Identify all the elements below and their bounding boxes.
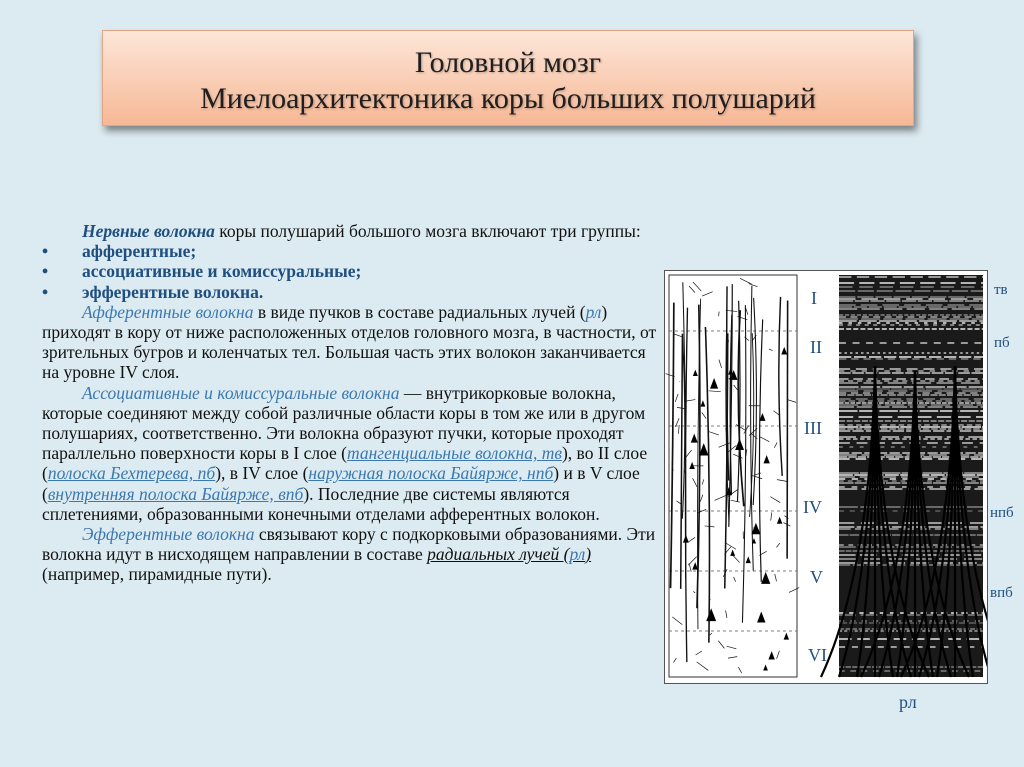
text-run: внутрикорковые волокна, которые соединяют между собой различные области коры в том же или в другом полушариях, соответственно. Эти волокна образуют пучки, которые проходят параллельно поверхности коры в I слое (: [42, 382, 646, 464]
bullet-text: афферентные;: [82, 241, 197, 262]
bullet-1: [42, 241, 660, 261]
term-text: внутренняя полоска Байярже,: [47, 483, 279, 504]
title-line-1: Головной мозг: [414, 46, 602, 79]
term-text: наружная полоска Байярже,: [308, 463, 528, 484]
text-run: (например, пирамидные пути).: [42, 564, 272, 585]
term-bekhterev: [48, 463, 215, 483]
term-text: тангенциальные волокна,: [347, 443, 542, 464]
abbr-rl: рл: [585, 301, 602, 322]
intro-text: коры полушарий большого мозга включают три группы:: [214, 221, 641, 241]
text-run: связывают кору с подкорковыми образованиями. Эти волокна идут в нисходящем направлении в составе: [42, 524, 656, 565]
highlight-efferent: Эфферентные волокна: [82, 524, 255, 545]
term-inner-baillarger: [48, 484, 304, 504]
term-abbr: рл: [569, 544, 586, 565]
bullet-text: эфферентные волокна.: [82, 281, 264, 302]
text-run: ). Последние две системы являются сплетениями, образованными конечными отделами афферентных волокон.: [42, 483, 600, 524]
bullet-dot: •: [42, 281, 49, 302]
paragraph-associative: [42, 383, 660, 524]
term-abbr: впб: [278, 483, 304, 504]
paragraph-afferent: [42, 302, 660, 383]
bullet-dot: •: [42, 241, 49, 262]
term-outer-baillarger: [308, 463, 553, 483]
cortex-illustration: [664, 270, 988, 684]
cortex-drawing: [665, 271, 987, 683]
layer-label-5: V: [810, 567, 823, 587]
side-label-pb: пб: [994, 335, 1010, 351]
side-label-npb: нпб: [990, 505, 1014, 521]
text-run: ) и в V слое (: [42, 463, 640, 504]
term-tangential: [347, 443, 562, 463]
highlight-afferent: Афферентные волокна: [82, 301, 254, 322]
side-label-tv: тв: [994, 282, 1008, 298]
term-text: ): [585, 544, 592, 565]
highlight-nerve-fibers: Нервные волокна: [82, 221, 215, 241]
bullet-dot: •: [42, 261, 49, 282]
layer-label-2: II: [810, 337, 822, 357]
term-radial-rays: [427, 544, 591, 564]
title-box: [102, 30, 914, 126]
text-run: ), в IV слое (: [215, 463, 309, 484]
layer-label-1: I: [811, 288, 817, 308]
text-run: —: [399, 382, 422, 403]
paragraph-intro: [42, 221, 660, 241]
text-run: ) приходят в кору от ниже расположенных отделов головного мозга, в частности, от зрительных бугров и коленчатых тел. Большая часть этих волокон заканчивается на уровне IV слоя.: [42, 301, 657, 383]
layer-label-4: IV: [803, 497, 822, 517]
text-run: в виде пучков в составе радиальных лучей (: [253, 301, 586, 322]
neuron-drawing: [666, 275, 800, 677]
term-abbr: пб: [197, 463, 216, 484]
term-text: полоска Бехтерева,: [47, 463, 198, 484]
layer-label-6: VI: [808, 645, 827, 665]
term-text: радиальных лучей (: [427, 544, 570, 565]
side-label-vpb: впб: [990, 585, 1013, 601]
term-abbr: нпб: [527, 463, 554, 484]
highlight-associative: Ассоциативные и комиссуральные волокна: [82, 382, 400, 403]
bullet-3: [42, 282, 660, 302]
term-abbr: тв: [541, 443, 562, 464]
fiber-drawing: [821, 275, 987, 677]
text-run: ), во II слое (: [42, 443, 648, 484]
bullet-2: [42, 261, 660, 281]
body-text: [42, 221, 660, 585]
bottom-label-rl: рл: [899, 692, 917, 712]
bullet-text: ассоциативные и комиссуральные;: [82, 261, 362, 282]
layer-label-3: III: [804, 418, 822, 438]
paragraph-efferent: [42, 524, 660, 585]
title-line-2: Миелоархитектоника коры больших полушарий: [200, 82, 816, 115]
